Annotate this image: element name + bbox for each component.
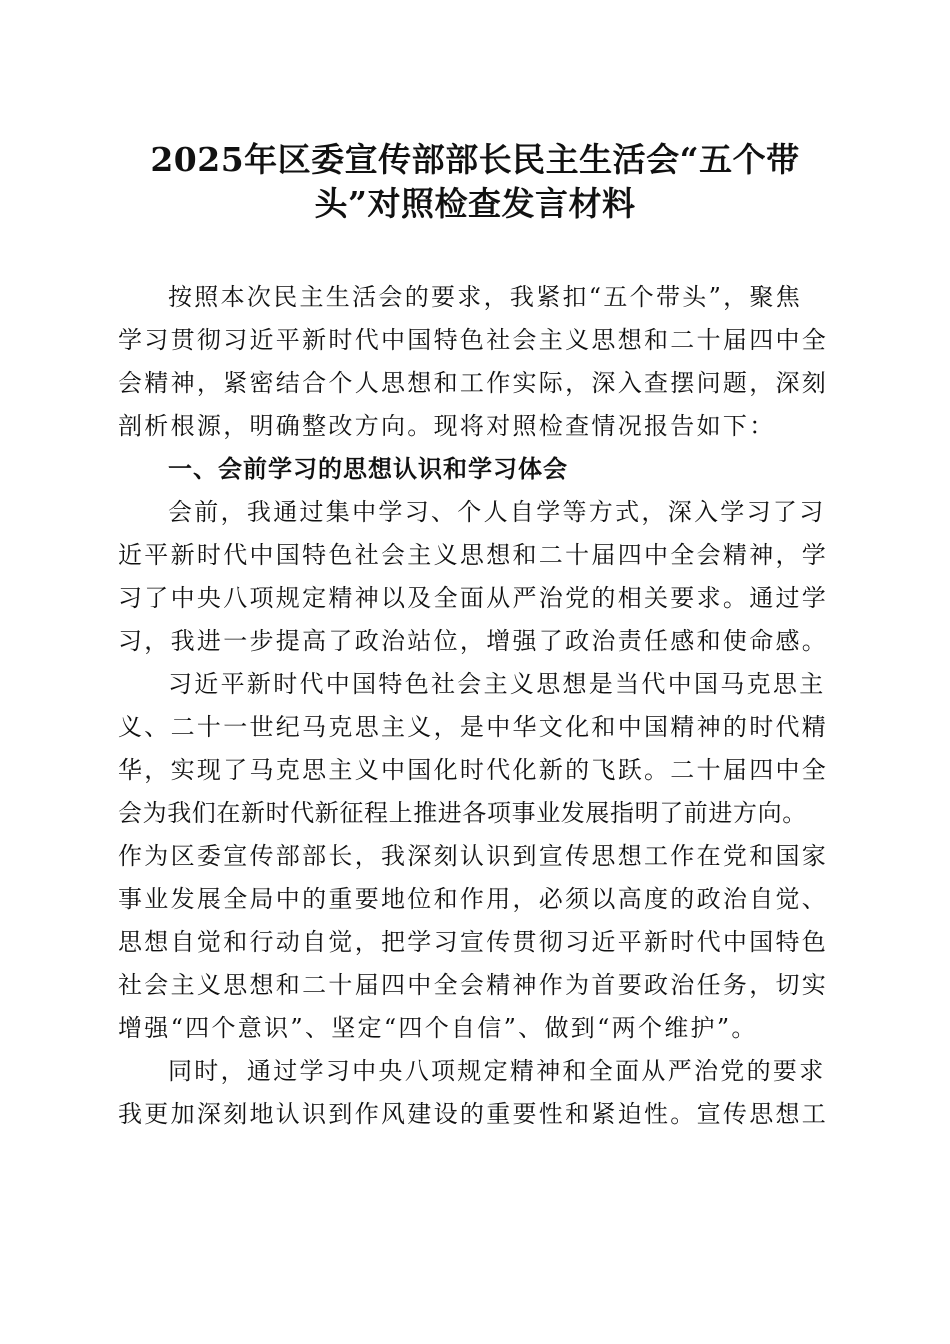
- body-line: 会为我们在新时代新征程上推进各项事业发展指明了前进方向。: [118, 799, 807, 827]
- document-body: [118, 276, 830, 1136]
- body-line: 会前，我通过集中学习、个人自学等方式，深入学习了习: [168, 498, 826, 526]
- body-line: 社会主义思想和二十届四中全会精神作为首要政治任务，切实: [118, 971, 829, 999]
- body-line: 事业发展全局中的重要地位和作用，必须以高度的政治自觉、: [118, 885, 829, 913]
- document-title: [110, 138, 840, 226]
- body-line: 思想自觉和行动自觉，把学习宣传贯彻习近平新时代中国特色: [118, 928, 829, 956]
- body-line: 会精神，紧密结合个人思想和工作实际，深入查摆问题，深刻: [118, 369, 829, 397]
- body-line: 学习贯彻习近平新时代中国特色社会主义思想和二十届四中全: [118, 326, 829, 354]
- body-line: 义、二十一世纪马克思主义，是中华文化和中国精神的时代精: [118, 713, 829, 741]
- title-line-1: 2025年区委宣传部部长民主生活会“五个带: [150, 140, 800, 179]
- body-line: 增强“四个意识”、坚定“四个自信”、做到“两个维护”。: [118, 1014, 758, 1042]
- body-line: 习近平新时代中国特色社会主义思想是当代中国马克思主: [168, 670, 826, 698]
- body-line: 华，实现了马克思主义中国化时代化新的飞跃。二十届四中全: [118, 756, 829, 784]
- body-line: 习了中央八项规定精神以及全面从严治党的相关要求。通过学: [118, 584, 829, 612]
- section-heading: 一、会前学习的思想认识和学习体会: [168, 455, 568, 483]
- body-line: 近平新时代中国特色社会主义思想和二十届四中全会精神，学: [118, 541, 829, 569]
- body-line: 作为区委宣传部部长，我深刻认识到宣传思想工作在党和国家: [118, 842, 829, 870]
- body-line: 剖析根源，明确整改方向。现将对照检查情况报告如下：: [118, 412, 776, 440]
- body-line: 习，我进一步提高了政治站位，增强了政治责任感和使命感。: [118, 627, 829, 655]
- title-line-2: 头”对照检查发言材料: [314, 184, 636, 223]
- body-line: 同时，通过学习中央八项规定精神和全面从严治党的要求: [168, 1057, 826, 1085]
- body-line: 按照本次民主生活会的要求，我紧扣“五个带头”，聚焦: [168, 283, 803, 311]
- body-line: 我更加深刻地认识到作风建设的重要性和紧迫性。宣传思想工: [118, 1100, 829, 1128]
